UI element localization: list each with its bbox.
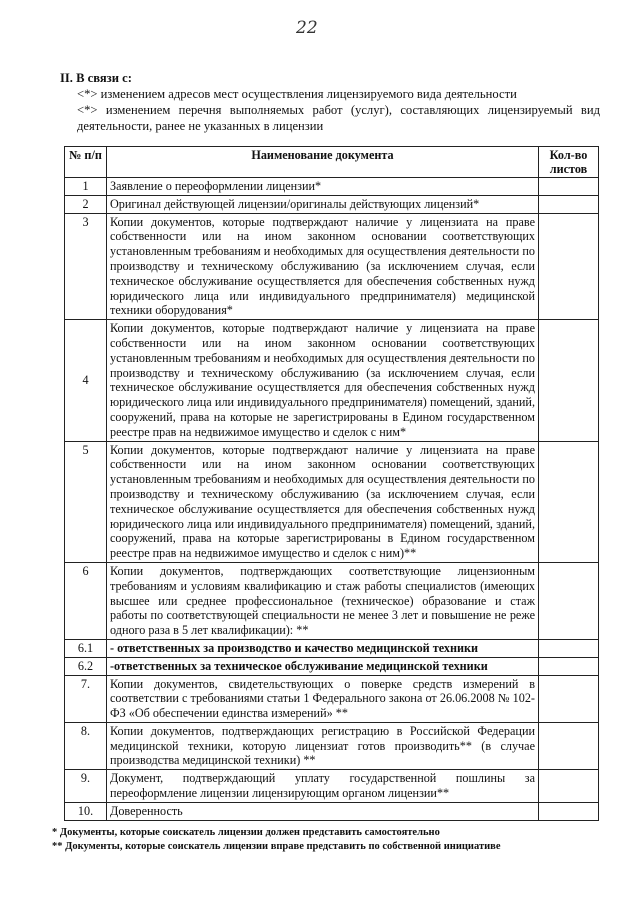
row-name: - ответственных за производство и качество медицинской техники — [107, 639, 539, 657]
row-num: 5 — [65, 441, 107, 562]
table-row — [65, 722, 599, 769]
row-num: 10. — [65, 802, 107, 820]
row-name: Доверенность — [107, 802, 539, 820]
row-count — [539, 802, 599, 820]
row-name: Оригинал действующей лицензии/оригиналы действующих лицензий* — [107, 195, 539, 213]
option-marker: <*> — [77, 87, 98, 101]
row-count — [539, 770, 599, 803]
row-name: Копии документов, которые подтверждают наличие у лицензиата на праве собственности или на ином законном основании соответствующих установленным требованиям и необходимых для осуществления деятельности по производству и техническому обслуживанию (за исключением случая, если техническое обслуживание осуществляется для обеспечения собственных нужд юридического лица или индивидуального предпринимателя) помещений, зданий, сооружений, права на которые зарегистрированы в Едином государственном реестре прав на недвижимое имущество и сделок с ним)** — [107, 441, 539, 562]
documents-table — [64, 146, 599, 821]
row-name: -ответственных за техническое обслуживание медицинской техники — [107, 657, 539, 675]
row-count — [539, 195, 599, 213]
row-count — [539, 722, 599, 769]
footnote-required: * Документы, которые соискатель лицензии должен представить самостоятельно — [52, 827, 440, 838]
row-num: 9. — [65, 770, 107, 803]
row-count — [539, 441, 599, 562]
row-count — [539, 675, 599, 722]
option-services-change — [60, 102, 600, 134]
handwritten-page-number: 22 — [296, 18, 318, 38]
table-row — [65, 441, 599, 562]
row-num: 2 — [65, 195, 107, 213]
header-count: Кол-во листов — [539, 147, 599, 178]
row-num: 6 — [65, 562, 107, 639]
row-count — [539, 562, 599, 639]
table-row — [65, 657, 599, 675]
row-count — [539, 178, 599, 196]
row-name: Копии документов, подтверждающих регистрацию в Российской Федерации медицинской техники, которую лицензиат готов производить** (в случае производства медицинской техники) ** — [107, 722, 539, 769]
option-marker: <*> — [77, 103, 98, 117]
footnote-optional: ** Документы, которые соискатель лицензии вправе представить по собственной инициативе — [52, 841, 501, 852]
section-header — [60, 70, 600, 134]
row-name: Копии документов, подтверждающих соответствующие лицензионным требованиям и условиям квалификацию и стаж работы специалистов (имеющих высшее или среднее профессиональное (техническое) образование и стаж работы по соответствующей специальности не менее 3 лет и повышение не реже одного раза в 5 лет квалификации): ** — [107, 562, 539, 639]
table-row — [65, 195, 599, 213]
row-num: 4 — [65, 320, 107, 441]
table-row — [65, 639, 599, 657]
row-name: Документ, подтверждающий уплату государственной пошлины за переоформление лицензии лицензирующим органом лицензии** — [107, 770, 539, 803]
footnotes — [52, 826, 612, 854]
header-name: Наименование документа — [107, 147, 539, 178]
row-count — [539, 320, 599, 441]
row-num: 3 — [65, 213, 107, 320]
row-num: 7. — [65, 675, 107, 722]
row-num: 6.2 — [65, 657, 107, 675]
row-num: 1 — [65, 178, 107, 196]
section-title: II. В связи с: — [60, 71, 132, 85]
table-row — [65, 802, 599, 820]
table-row — [65, 770, 599, 803]
header-num: № п/п — [65, 147, 107, 178]
row-count — [539, 213, 599, 320]
table-header-row — [65, 147, 599, 178]
row-name: Копии документов, которые подтверждают наличие у лицензиата на праве собственности или на ином законном основании соответствующих установленным требованиям и необходимых для осуществления деятельности по производству и техническому обслуживанию (за исключением случая, если техническое обслуживание осуществляется для обеспечения собственных нужд юридического лица или индивидуального предпринимателя) помещений, зданий, сооружений, права на которые не зарегистрированы в Едином государственном реестре прав на недвижимое имущество и сделок с ним* — [107, 320, 539, 441]
option-text: изменением перечня выполняемых работ (услуг), составляющих лицензируемый вид деятельности, ранее не указанных в лицензии — [77, 103, 600, 133]
row-name: Копии документов, свидетельствующих о поверке средств измерений в соответствии с требованиями статьи 1 Федерального закона от 26.06.2008 № 102-ФЗ «Об обеспечении единства измерений» ** — [107, 675, 539, 722]
row-num: 6.1 — [65, 639, 107, 657]
row-count — [539, 639, 599, 657]
table-row — [65, 213, 599, 320]
row-name: Копии документов, которые подтверждают наличие у лицензиата на праве собственности или на ином законном основании соответствующих установленным требованиям и необходимых для осуществления деятельности по производству и техническому обслуживанию (за исключением случая, если техническое обслуживание осуществляется для обеспечения собственных нужд юридического лица или индивидуального предпринимателя) медицинской техники оборудования* — [107, 213, 539, 320]
option-address-change — [60, 86, 600, 102]
table-row — [65, 320, 599, 441]
option-text: изменением адресов мест осуществления лицензируемого вида деятельности — [100, 87, 517, 101]
table-row — [65, 178, 599, 196]
row-num: 8. — [65, 722, 107, 769]
row-name: Заявление о переоформлении лицензии* — [107, 178, 539, 196]
row-count — [539, 657, 599, 675]
table-row — [65, 562, 599, 639]
table-row — [65, 675, 599, 722]
